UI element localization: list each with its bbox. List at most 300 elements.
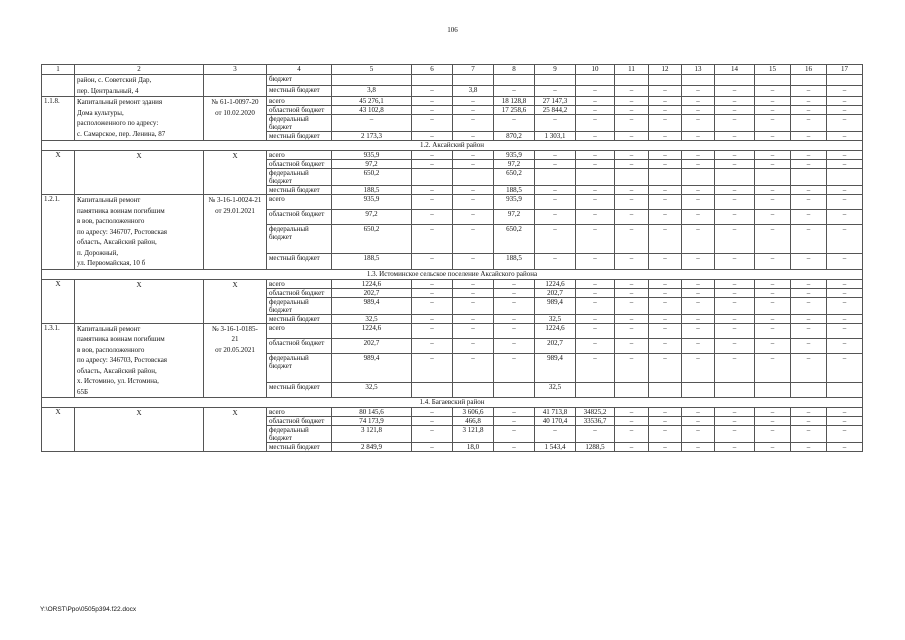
amount-cell: – <box>791 186 827 195</box>
section-title: 1.4. Багаевский район <box>42 398 863 408</box>
table-row <box>42 279 863 288</box>
amount-cell: 870,2 <box>494 132 535 141</box>
amount-cell <box>715 75 755 86</box>
amount-cell: 32,5 <box>535 382 576 397</box>
amount-cell: – <box>412 97 453 106</box>
amount-cell: – <box>791 417 827 426</box>
amount-cell: – <box>615 279 649 288</box>
column-header: 12 <box>649 65 682 75</box>
amount-cell: – <box>755 408 791 417</box>
document-reference <box>204 195 267 270</box>
object-name-line: памятника воинам погибшим <box>77 335 165 343</box>
object-name <box>75 408 204 452</box>
amount-cell: – <box>576 151 615 160</box>
amount-cell: – <box>649 225 682 254</box>
amount-cell: – <box>412 288 453 297</box>
amount-cell: – <box>453 160 494 169</box>
column-number-row <box>42 65 863 75</box>
amount-cell: – <box>576 132 615 141</box>
amount-cell: – <box>412 151 453 160</box>
amount-cell: – <box>715 254 755 269</box>
table-row <box>42 75 863 86</box>
object-name-line: пер. Центральный, 4 <box>77 86 139 95</box>
amount-cell: – <box>715 115 755 132</box>
funding-source: всего <box>267 151 332 160</box>
amount-cell: – <box>412 323 453 338</box>
table-row <box>42 195 863 210</box>
amount-cell: – <box>615 186 649 195</box>
funding-source: бюджет <box>267 75 332 86</box>
amount-cell: – <box>791 297 827 314</box>
amount-cell: – <box>412 297 453 314</box>
amount-cell: – <box>791 254 827 269</box>
amount-cell <box>412 75 453 86</box>
item-number <box>42 75 75 97</box>
amount-cell: – <box>494 408 535 417</box>
amount-cell: – <box>453 132 494 141</box>
table-body <box>42 65 863 452</box>
column-header: 15 <box>755 65 791 75</box>
amount-cell: 188,5 <box>332 254 412 269</box>
amount-cell: – <box>615 86 649 97</box>
amount-cell: – <box>649 408 682 417</box>
amount-cell: 202,7 <box>535 338 576 353</box>
object-name-line: памятника воинам погибшим <box>77 206 165 215</box>
column-header: 11 <box>615 65 649 75</box>
amount-cell: 3 121,8 <box>332 426 412 443</box>
object-name-line: X <box>136 152 142 160</box>
amount-cell: 32,5 <box>535 314 576 323</box>
amount-cell <box>615 75 649 86</box>
amount-cell: – <box>715 195 755 210</box>
amount-cell: – <box>576 323 615 338</box>
amount-cell: – <box>453 288 494 297</box>
amount-cell <box>682 75 715 86</box>
amount-cell: – <box>649 297 682 314</box>
amount-cell: 2 849,9 <box>332 443 412 452</box>
amount-cell: 32,5 <box>332 382 412 397</box>
amount-cell: – <box>615 297 649 314</box>
amount-cell: – <box>755 225 791 254</box>
object-name-line: область, Аксайский район, <box>77 238 157 246</box>
amount-cell: – <box>649 443 682 452</box>
funding-source: местный бюджет <box>267 382 332 397</box>
amount-cell: 1 543,4 <box>535 443 576 452</box>
amount-cell: – <box>791 314 827 323</box>
amount-cell: – <box>615 97 649 106</box>
amount-cell <box>827 382 863 397</box>
funding-source: областной бюджет <box>267 160 332 169</box>
amount-cell: – <box>576 288 615 297</box>
amount-cell: – <box>682 97 715 106</box>
amount-cell: – <box>615 443 649 452</box>
amount-cell: – <box>494 426 535 443</box>
amount-cell: – <box>412 115 453 132</box>
column-header: 7 <box>453 65 494 75</box>
amount-cell: – <box>755 314 791 323</box>
funding-source: федеральный бюджет <box>267 169 332 186</box>
amount-cell <box>412 169 453 186</box>
amount-cell: – <box>827 195 863 210</box>
amount-cell: – <box>827 323 863 338</box>
amount-cell: – <box>453 323 494 338</box>
item-number: X <box>42 279 75 323</box>
amount-cell: – <box>755 160 791 169</box>
object-name <box>75 75 204 97</box>
amount-cell <box>755 75 791 86</box>
amount-cell: – <box>494 288 535 297</box>
amount-cell: – <box>791 408 827 417</box>
item-number: 1.2.1. <box>42 195 75 270</box>
amount-cell: – <box>535 225 576 254</box>
document-reference <box>204 323 267 398</box>
amount-cell: – <box>649 254 682 269</box>
amount-cell: – <box>715 279 755 288</box>
amount-cell: – <box>682 279 715 288</box>
amount-cell: – <box>649 86 682 97</box>
amount-cell: – <box>715 323 755 338</box>
amount-cell: – <box>615 323 649 338</box>
amount-cell: – <box>682 288 715 297</box>
amount-cell: – <box>576 195 615 210</box>
funding-source: местный бюджет <box>267 86 332 97</box>
object-name <box>75 279 204 323</box>
object-name-line: 65Б <box>77 387 89 396</box>
column-header: 1 <box>42 65 75 75</box>
amount-cell: – <box>412 225 453 254</box>
funding-source: всего <box>267 97 332 106</box>
amount-cell: – <box>682 186 715 195</box>
amount-cell: – <box>682 323 715 338</box>
amount-cell: – <box>576 314 615 323</box>
amount-cell: – <box>535 86 576 97</box>
amount-cell: – <box>453 254 494 269</box>
amount-cell: – <box>412 353 453 382</box>
column-header: 8 <box>494 65 535 75</box>
amount-cell: 3,8 <box>332 86 412 97</box>
amount-cell: – <box>827 297 863 314</box>
funding-source: федеральный бюджет <box>267 115 332 132</box>
object-name-line: с. Самарское, пер. Ленина, 87 <box>77 129 166 138</box>
amount-cell: – <box>827 353 863 382</box>
document-reference-line: X <box>232 152 238 160</box>
amount-cell: – <box>755 353 791 382</box>
table-row <box>42 151 863 160</box>
item-number: 1.1.8. <box>42 97 75 141</box>
amount-cell <box>715 169 755 186</box>
amount-cell: – <box>791 225 827 254</box>
object-name-line: по адресу: 346707, Ростовская <box>77 227 168 236</box>
amount-cell: – <box>715 97 755 106</box>
amount-cell <box>576 382 615 397</box>
amount-cell: – <box>649 106 682 115</box>
amount-cell: – <box>649 210 682 225</box>
amount-cell <box>715 382 755 397</box>
amount-cell: – <box>791 323 827 338</box>
item-number: X <box>42 408 75 452</box>
object-name-line: в вов, расположенного <box>77 345 145 354</box>
amount-cell: 1 303,1 <box>535 132 576 141</box>
amount-cell: 18 128,8 <box>494 97 535 106</box>
amount-cell: – <box>649 132 682 141</box>
funding-source: федеральный бюджет <box>267 426 332 443</box>
amount-cell: 989,4 <box>535 297 576 314</box>
document-reference <box>204 75 267 97</box>
amount-cell <box>453 382 494 397</box>
amount-cell: – <box>649 338 682 353</box>
amount-cell <box>682 169 715 186</box>
document-reference-line: X <box>232 409 238 417</box>
amount-cell: – <box>576 297 615 314</box>
amount-cell: – <box>682 86 715 97</box>
amount-cell: – <box>682 254 715 269</box>
amount-cell: – <box>755 97 791 106</box>
amount-cell: 188,5 <box>494 254 535 269</box>
amount-cell: – <box>715 151 755 160</box>
amount-cell: – <box>453 106 494 115</box>
column-header: 16 <box>791 65 827 75</box>
document-reference-line: № 3-16-1-0024-21 <box>208 196 262 204</box>
amount-cell: – <box>412 254 453 269</box>
amount-cell: – <box>682 353 715 382</box>
amount-cell: – <box>755 426 791 443</box>
amount-cell: – <box>615 115 649 132</box>
amount-cell: – <box>453 115 494 132</box>
amount-cell: – <box>827 132 863 141</box>
object-name-line: расположенного по адресу: <box>77 119 159 127</box>
amount-cell <box>576 169 615 186</box>
document-reference <box>204 151 267 195</box>
amount-cell: 650,2 <box>332 169 412 186</box>
funding-source: областной бюджет <box>267 106 332 115</box>
amount-cell: – <box>615 132 649 141</box>
amount-cell: 97,2 <box>332 210 412 225</box>
object-name-line: ул. Первомайская, 10 б <box>77 259 146 267</box>
amount-cell: – <box>715 426 755 443</box>
amount-cell: – <box>412 338 453 353</box>
amount-cell: – <box>649 323 682 338</box>
amount-cell: – <box>715 210 755 225</box>
amount-cell: – <box>682 443 715 452</box>
document-reference-line: от 29.01.2021 <box>215 206 255 215</box>
funding-source: федеральный бюджет <box>267 225 332 254</box>
amount-cell: – <box>791 338 827 353</box>
amount-cell: – <box>827 225 863 254</box>
amount-cell: – <box>412 426 453 443</box>
amount-cell: – <box>649 195 682 210</box>
column-header: 9 <box>535 65 576 75</box>
amount-cell: – <box>755 288 791 297</box>
amount-cell: – <box>682 417 715 426</box>
amount-cell: – <box>755 323 791 338</box>
amount-cell: 97,2 <box>494 160 535 169</box>
amount-cell: – <box>576 97 615 106</box>
amount-cell: 989,4 <box>535 353 576 382</box>
amount-cell: – <box>827 210 863 225</box>
funding-source: местный бюджет <box>267 132 332 141</box>
column-header: 5 <box>332 65 412 75</box>
amount-cell: – <box>615 160 649 169</box>
column-header: 4 <box>267 65 332 75</box>
amount-cell: – <box>791 426 827 443</box>
section-title: 1.3. Истоминское сельское поселение Аксайского района <box>42 269 863 279</box>
funding-source: областной бюджет <box>267 288 332 297</box>
amount-cell: 18,0 <box>453 443 494 452</box>
amount-cell: – <box>715 288 755 297</box>
amount-cell: – <box>827 86 863 97</box>
funding-source: местный бюджет <box>267 443 332 452</box>
amount-cell: – <box>412 86 453 97</box>
amount-cell: – <box>535 160 576 169</box>
amount-cell: 202,7 <box>332 338 412 353</box>
amount-cell: 33536,7 <box>576 417 615 426</box>
amount-cell: – <box>494 338 535 353</box>
amount-cell: – <box>715 297 755 314</box>
amount-cell: – <box>755 106 791 115</box>
funding-source: всего <box>267 323 332 338</box>
amount-cell: 97,2 <box>332 160 412 169</box>
amount-cell: – <box>791 97 827 106</box>
amount-cell: – <box>412 106 453 115</box>
amount-cell <box>827 75 863 86</box>
amount-cell: – <box>535 186 576 195</box>
amount-cell: – <box>827 186 863 195</box>
amount-cell: – <box>535 151 576 160</box>
amount-cell <box>494 75 535 86</box>
amount-cell: – <box>682 338 715 353</box>
amount-cell: – <box>755 132 791 141</box>
amount-cell: – <box>576 426 615 443</box>
amount-cell: 935,9 <box>494 195 535 210</box>
amount-cell: – <box>682 151 715 160</box>
amount-cell: – <box>412 186 453 195</box>
amount-cell: – <box>576 106 615 115</box>
column-header: 14 <box>715 65 755 75</box>
amount-cell: – <box>494 443 535 452</box>
amount-cell: – <box>615 417 649 426</box>
amount-cell: 935,9 <box>332 151 412 160</box>
section-row <box>42 398 863 408</box>
amount-cell: – <box>755 297 791 314</box>
amount-cell: – <box>453 297 494 314</box>
amount-cell: – <box>576 225 615 254</box>
amount-cell <box>791 382 827 397</box>
amount-cell: 650,2 <box>494 225 535 254</box>
amount-cell: – <box>649 279 682 288</box>
document-reference-line: № 61-1-0097-20 <box>211 98 259 106</box>
amount-cell: – <box>791 195 827 210</box>
amount-cell: – <box>649 288 682 297</box>
amount-cell: 34825,2 <box>576 408 615 417</box>
amount-cell: – <box>755 254 791 269</box>
amount-cell: – <box>682 195 715 210</box>
column-header: 3 <box>204 65 267 75</box>
object-name-line: по адресу: 346703, Ростовская <box>77 356 168 364</box>
amount-cell: 74 173,9 <box>332 417 412 426</box>
amount-cell: – <box>827 426 863 443</box>
table-row <box>42 323 863 338</box>
amount-cell: – <box>682 426 715 443</box>
amount-cell: – <box>682 297 715 314</box>
object-name-line: Капитальный ремонт здания <box>77 98 163 106</box>
amount-cell: – <box>453 353 494 382</box>
amount-cell: – <box>649 151 682 160</box>
amount-cell: 1224,6 <box>535 323 576 338</box>
amount-cell: – <box>412 314 453 323</box>
amount-cell: 32,5 <box>332 314 412 323</box>
amount-cell: – <box>715 417 755 426</box>
amount-cell: – <box>615 225 649 254</box>
amount-cell: – <box>682 225 715 254</box>
amount-cell: – <box>755 279 791 288</box>
amount-cell: – <box>453 338 494 353</box>
amount-cell: – <box>827 106 863 115</box>
amount-cell: – <box>649 353 682 382</box>
amount-cell <box>649 169 682 186</box>
amount-cell: – <box>649 186 682 195</box>
object-name-line: район, с. Советский Дар, <box>77 76 152 84</box>
amount-cell: – <box>535 254 576 269</box>
amount-cell <box>682 382 715 397</box>
amount-cell: – <box>715 443 755 452</box>
amount-cell: 3 121,8 <box>453 426 494 443</box>
amount-cell: – <box>453 314 494 323</box>
amount-cell: – <box>615 254 649 269</box>
amount-cell: 935,9 <box>332 195 412 210</box>
amount-cell: 25 844,2 <box>535 106 576 115</box>
document-reference <box>204 408 267 452</box>
amount-cell: – <box>615 210 649 225</box>
amount-cell: – <box>576 338 615 353</box>
amount-cell: 80 145,6 <box>332 408 412 417</box>
amount-cell: 989,4 <box>332 297 412 314</box>
amount-cell <box>535 75 576 86</box>
object-name-line: X <box>136 280 142 289</box>
amount-cell: – <box>682 210 715 225</box>
funding-source: местный бюджет <box>267 254 332 269</box>
amount-cell: – <box>791 106 827 115</box>
amount-cell: – <box>755 210 791 225</box>
amount-cell: 3 606,6 <box>453 408 494 417</box>
amount-cell: – <box>682 314 715 323</box>
amount-cell: – <box>755 86 791 97</box>
amount-cell: – <box>715 408 755 417</box>
amount-cell: – <box>755 186 791 195</box>
amount-cell: 188,5 <box>494 186 535 195</box>
amount-cell: – <box>791 288 827 297</box>
funding-source: областной бюджет <box>267 338 332 353</box>
amount-cell: – <box>649 417 682 426</box>
funding-source: областной бюджет <box>267 417 332 426</box>
budget-table <box>41 64 863 452</box>
funding-source: местный бюджет <box>267 186 332 195</box>
amount-cell: – <box>453 186 494 195</box>
amount-cell: – <box>682 115 715 132</box>
amount-cell: – <box>615 195 649 210</box>
amount-cell <box>615 169 649 186</box>
amount-cell: 43 102,8 <box>332 106 412 115</box>
amount-cell: 650,2 <box>332 225 412 254</box>
amount-cell: – <box>715 353 755 382</box>
amount-cell: – <box>755 115 791 132</box>
document-reference-line: от 20.05.2021 <box>215 345 255 354</box>
document-reference-line: 21 <box>231 335 239 343</box>
amount-cell: – <box>649 115 682 132</box>
amount-cell: – <box>827 115 863 132</box>
amount-cell: – <box>332 115 412 132</box>
funding-source: всего <box>267 279 332 288</box>
amount-cell <box>791 169 827 186</box>
